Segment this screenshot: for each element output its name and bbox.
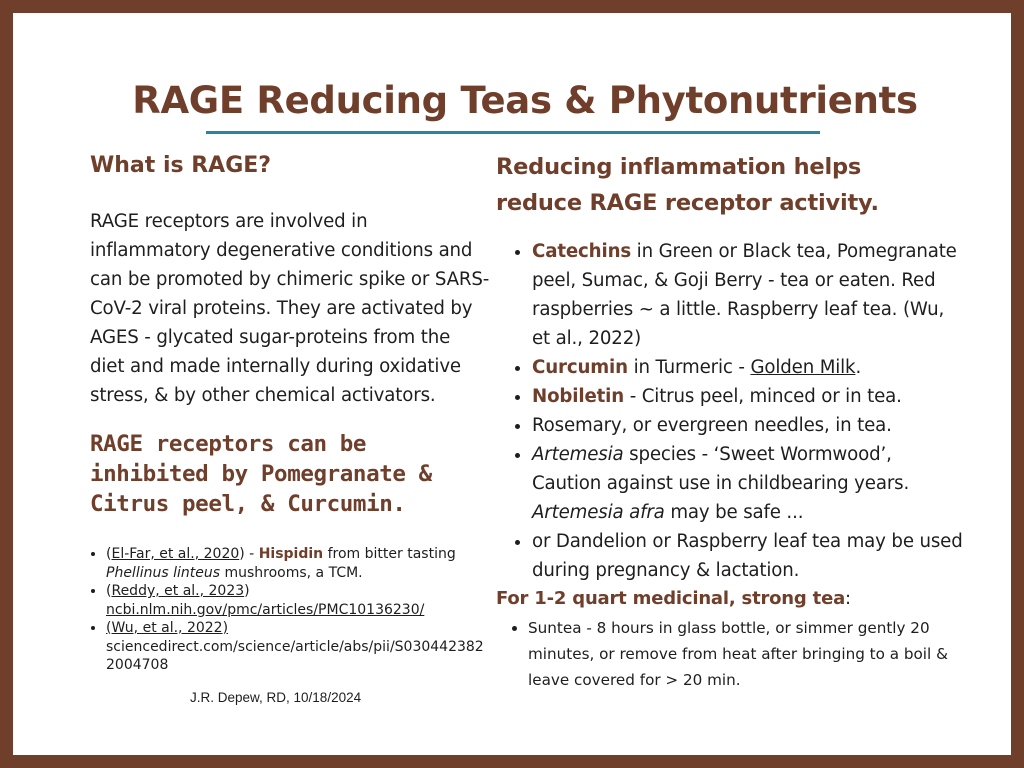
item-text: species - ‘Sweet Wormwood’, Caution against use in childbearing years.: [532, 444, 910, 494]
ref-paren: (: [106, 583, 112, 599]
ref-link-wu[interactable]: (Wu, et al., 2022): [106, 620, 229, 636]
golden-milk-link[interactable]: Golden Milk: [750, 357, 856, 378]
right-column: [496, 145, 966, 693]
ref-species: Phellinus linteus: [106, 564, 221, 581]
item-text: may be safe ...: [664, 502, 804, 523]
nutrient-name: Catechins: [532, 241, 632, 262]
suntea-list: [496, 615, 966, 693]
heading-line: reduce RAGE receptor activity.: [496, 190, 879, 216]
author-signature: J.R. Depew, RD, 10/18/2024: [190, 689, 362, 705]
list-item-rosemary: [532, 411, 966, 440]
ref-link-reddy[interactable]: Reddy, et al., 2023: [111, 583, 245, 599]
reducing-inflammation-heading: [496, 145, 966, 221]
hispidin-highlight: Hispidin: [258, 546, 324, 562]
ref-paren: ) -: [239, 546, 259, 562]
ref-text: from bitter tasting: [323, 546, 456, 562]
nutrient-name: Curcumin: [532, 357, 628, 378]
item-text: or Dandelion or Raspberry leaf tea may be used during pregnancy & lactation.: [532, 531, 963, 581]
quart-heading-text: For 1-2 quart medicinal, strong tea: [496, 588, 846, 609]
rage-description: RAGE receptors are involved in inflammatory degenerative conditions and can be promoted by chimeric spike or SARS-CoV-2 viral proteins. They are activated by AGES - glycated sugar-proteins from the diet and made internally during oxidative stress, & by other chemical activators.: [90, 211, 490, 406]
left-column: [90, 145, 490, 705]
ref-paren: (: [106, 546, 112, 562]
species-name: Artemesia afra: [532, 502, 665, 523]
heading-line: Reducing inflammation helps: [496, 154, 862, 180]
reference-item: [106, 545, 490, 582]
item-text: in Turmeric -: [627, 357, 751, 378]
item-text: .: [855, 357, 862, 378]
ref-url-text: sciencedirect.com/science/article/abs/pii/S0304423822004708: [106, 638, 484, 673]
title-underline: [206, 131, 820, 134]
list-item-artemesia: [532, 440, 966, 527]
nutrient-name: Nobiletin: [532, 386, 625, 407]
quart-tea-heading: [496, 588, 966, 609]
list-item-curcumin: [532, 353, 966, 382]
item-text: - Citrus peel, minced or in tea.: [624, 386, 902, 407]
item-text: Rosemary, or evergreen needles, in tea.: [532, 415, 892, 436]
rage-inhibited-heading: RAGE receptors can be inhibited by Pomegranate & Citrus peel, & Curcumin.: [90, 431, 432, 517]
ref-url-ncbi[interactable]: ncbi.nlm.nih.gov/pmc/articles/PMC10136230/: [106, 601, 425, 618]
ref-text: mushrooms, a TCM.: [220, 564, 363, 581]
list-item-nobiletin: [532, 382, 966, 411]
reference-item: [106, 582, 490, 619]
list-item-suntea: • Suntea - 8 hours in glass bottle, or simmer gently 20 minutes, or remove from heat after bringing to a boil & leave covered for > 20 min.: [528, 615, 966, 693]
what-is-rage-heading: What is RAGE?: [90, 153, 272, 178]
list-item-catechins: [532, 237, 966, 353]
reference-list: [88, 545, 490, 675]
reference-item: [106, 619, 490, 675]
nutrient-list: [496, 237, 966, 585]
page-title: RAGE Reducing Teas & Phytonutrients: [132, 79, 918, 122]
species-name: Artemesia: [532, 444, 624, 465]
quart-heading-colon: :: [845, 588, 851, 609]
ref-url-sciencedirect: [106, 639, 484, 674]
list-item-dandelion: [532, 527, 966, 585]
ref-paren: ): [244, 583, 250, 599]
ref-link-el-far[interactable]: El-Far, et al., 2020: [111, 546, 240, 562]
item-text: in Green or Black tea, Pomegranate peel, Sumac, & Goji Berry - tea or eaten. Red raspberries ~ a little. Raspberry leaf tea. (Wu, et al., 2022): [532, 241, 957, 349]
